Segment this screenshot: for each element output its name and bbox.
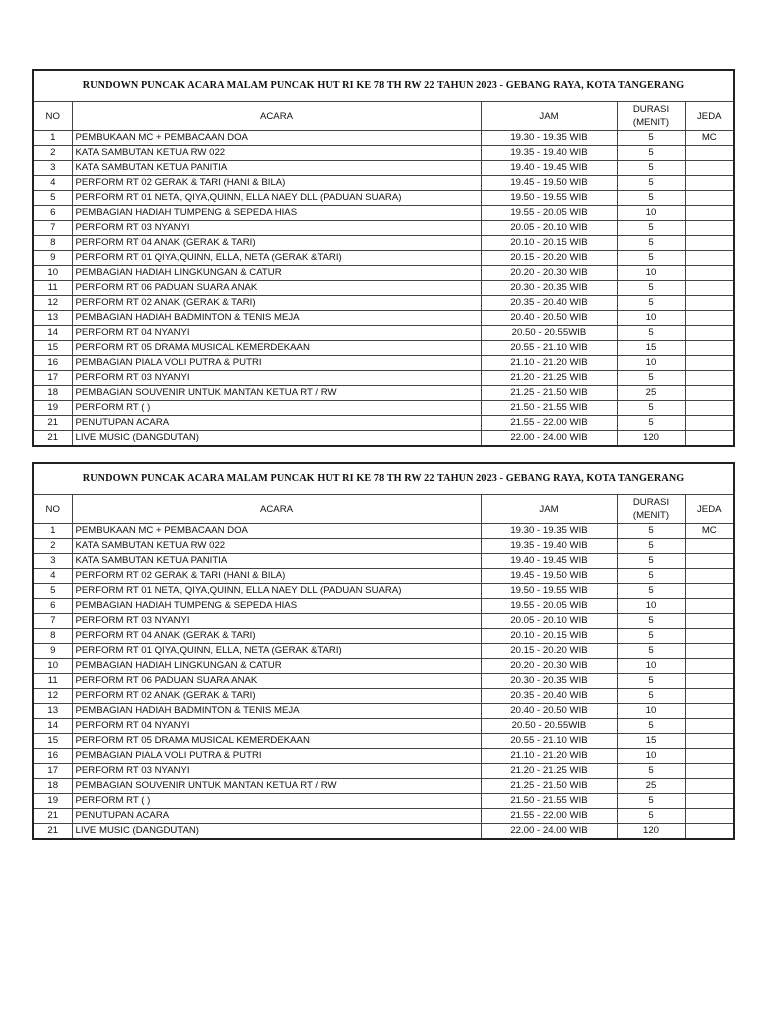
row-number: 6: [33, 206, 72, 221]
row-acara: KATA SAMBUTAN KETUA PANITIA: [72, 554, 481, 569]
row-jeda: [685, 644, 734, 659]
row-acara: PERFORM RT 05 DRAMA MUSICAL KEMERDEKAAN: [72, 734, 481, 749]
row-jam: 20.05 - 20.10 WIB: [481, 221, 617, 236]
row-acara: PERFORM RT 01 QIYA,QUINN, ELLA, NETA (GERAK &TARI): [72, 251, 481, 266]
row-number: 9: [33, 251, 72, 266]
row-acara: PERFORM RT 06 PADUAN SUARA ANAK: [72, 281, 481, 296]
row-acara: PEMBAGIAN HADIAH LINGKUNGAN & CATUR: [72, 659, 481, 674]
row-number: 15: [33, 734, 72, 749]
row-number: 14: [33, 326, 72, 341]
row-jeda: [685, 689, 734, 704]
row-jeda: [685, 266, 734, 281]
row-jeda: [685, 146, 734, 161]
row-durasi: 5: [617, 251, 685, 266]
row-acara: PERFORM RT 01 QIYA,QUINN, ELLA, NETA (GERAK &TARI): [72, 644, 481, 659]
row-jam: 19.35 - 19.40 WIB: [481, 539, 617, 554]
schedule-table: [32, 69, 735, 447]
row-acara: PERFORM RT ( ): [72, 401, 481, 416]
row-jeda: [685, 659, 734, 674]
row-acara: KATA SAMBUTAN KETUA RW 022: [72, 539, 481, 554]
row-jeda: [685, 794, 734, 809]
table-row: [33, 554, 734, 569]
header-durasi: DURASI (MENIT): [617, 102, 685, 131]
row-number: 13: [33, 704, 72, 719]
row-durasi: 15: [617, 734, 685, 749]
header-acara: ACARA: [72, 102, 481, 131]
row-number: 4: [33, 176, 72, 191]
row-number: 18: [33, 779, 72, 794]
row-jeda: [685, 674, 734, 689]
row-number: 7: [33, 614, 72, 629]
row-jeda: [685, 251, 734, 266]
row-jeda: [685, 281, 734, 296]
row-durasi: 5: [617, 236, 685, 251]
row-number: 8: [33, 629, 72, 644]
row-jam: 20.30 - 20.35 WIB: [481, 674, 617, 689]
row-number: 14: [33, 719, 72, 734]
row-number: 16: [33, 749, 72, 764]
row-jam: 20.50 - 20.55WIB: [481, 719, 617, 734]
row-acara: PERFORM RT 02 ANAK (GERAK & TARI): [72, 689, 481, 704]
table-body: [33, 524, 734, 840]
row-number: 21: [33, 809, 72, 824]
row-jam: 21.10 - 21.20 WIB: [481, 749, 617, 764]
row-jeda: [685, 764, 734, 779]
header-jeda: JEDA: [685, 495, 734, 524]
row-durasi: 10: [617, 749, 685, 764]
row-durasi: 5: [617, 719, 685, 734]
table-row: [33, 161, 734, 176]
row-jeda: [685, 584, 734, 599]
row-durasi: 25: [617, 386, 685, 401]
row-jam: 22.00 - 24.00 WIB: [481, 824, 617, 840]
table-row: [33, 401, 734, 416]
row-number: 10: [33, 266, 72, 281]
row-durasi: 5: [617, 629, 685, 644]
row-number: 5: [33, 191, 72, 206]
header-jeda: JEDA: [685, 102, 734, 131]
row-jeda: MC: [685, 524, 734, 539]
row-durasi: 5: [617, 326, 685, 341]
row-number: 16: [33, 356, 72, 371]
row-durasi: 5: [617, 281, 685, 296]
table-row: [33, 809, 734, 824]
row-acara: PEMBAGIAN HADIAH LINGKUNGAN & CATUR: [72, 266, 481, 281]
row-number: 17: [33, 371, 72, 386]
row-acara: PERFORM RT 03 NYANYI: [72, 764, 481, 779]
row-jeda: [685, 599, 734, 614]
row-jam: 19.35 - 19.40 WIB: [481, 146, 617, 161]
row-acara: KATA SAMBUTAN KETUA PANITIA: [72, 161, 481, 176]
row-durasi: 5: [617, 191, 685, 206]
row-jeda: [685, 779, 734, 794]
row-jeda: [685, 539, 734, 554]
row-acara: PEMBAGIAN SOUVENIR UNTUK MANTAN KETUA RT / RW: [72, 386, 481, 401]
rundown-table-1: [32, 69, 733, 447]
row-jeda: [685, 734, 734, 749]
row-number: 9: [33, 644, 72, 659]
row-jeda: [685, 176, 734, 191]
table-row: [33, 326, 734, 341]
row-acara: PEMBAGIAN SOUVENIR UNTUK MANTAN KETUA RT / RW: [72, 779, 481, 794]
row-acara: PERFORM RT 03 NYANYI: [72, 614, 481, 629]
row-jeda: [685, 749, 734, 764]
row-jeda: [685, 311, 734, 326]
row-durasi: 5: [617, 539, 685, 554]
table-row: [33, 191, 734, 206]
row-acara: LIVE MUSIC (DANGDUTAN): [72, 824, 481, 840]
row-number: 5: [33, 584, 72, 599]
row-number: 19: [33, 794, 72, 809]
row-durasi: 5: [617, 221, 685, 236]
row-jam: 21.55 - 22.00 WIB: [481, 809, 617, 824]
row-acara: PENUTUPAN ACARA: [72, 416, 481, 431]
row-acara: LIVE MUSIC (DANGDUTAN): [72, 431, 481, 447]
row-jam: 19.45 - 19.50 WIB: [481, 569, 617, 584]
table-row: [33, 221, 734, 236]
header-no: NO: [33, 495, 72, 524]
row-acara: PERFORM RT 02 GERAK & TARI (HANI & BILA): [72, 569, 481, 584]
row-durasi: 5: [617, 584, 685, 599]
table-row: [33, 584, 734, 599]
row-jeda: [685, 356, 734, 371]
row-number: 13: [33, 311, 72, 326]
row-jam: 21.20 - 21.25 WIB: [481, 371, 617, 386]
row-jeda: [685, 341, 734, 356]
table-row: [33, 356, 734, 371]
header-acara: ACARA: [72, 495, 481, 524]
row-jam: 21.50 - 21.55 WIB: [481, 794, 617, 809]
row-jam: 19.50 - 19.55 WIB: [481, 584, 617, 599]
row-number: 8: [33, 236, 72, 251]
row-jam: 21.20 - 21.25 WIB: [481, 764, 617, 779]
row-number: 12: [33, 296, 72, 311]
row-acara: PERFORM RT 03 NYANYI: [72, 371, 481, 386]
row-durasi: 120: [617, 431, 685, 447]
table-row: [33, 251, 734, 266]
table-row: [33, 794, 734, 809]
row-durasi: 10: [617, 311, 685, 326]
table-row: [33, 311, 734, 326]
row-jam: 19.30 - 19.35 WIB: [481, 131, 617, 146]
row-acara: PEMBAGIAN PIALA VOLI PUTRA & PUTRI: [72, 749, 481, 764]
table-row: [33, 704, 734, 719]
table-row: [33, 734, 734, 749]
row-number: 11: [33, 674, 72, 689]
row-jam: 20.15 - 20.20 WIB: [481, 251, 617, 266]
row-acara: PERFORM RT 04 NYANYI: [72, 719, 481, 734]
row-durasi: 5: [617, 764, 685, 779]
table-row: [33, 614, 734, 629]
row-jam: 20.55 - 21.10 WIB: [481, 341, 617, 356]
row-acara: PEMBAGIAN HADIAH BADMINTON & TENIS MEJA: [72, 704, 481, 719]
table-row: [33, 674, 734, 689]
header-jam: JAM: [481, 102, 617, 131]
row-durasi: 5: [617, 569, 685, 584]
table-row: [33, 524, 734, 539]
table-row: [33, 281, 734, 296]
row-jam: 20.20 - 20.30 WIB: [481, 659, 617, 674]
row-jeda: [685, 719, 734, 734]
row-jeda: [685, 296, 734, 311]
table-row: [33, 386, 734, 401]
schedule-table: [32, 462, 735, 840]
row-durasi: 10: [617, 266, 685, 281]
row-jeda: [685, 569, 734, 584]
row-durasi: 25: [617, 779, 685, 794]
table-row: [33, 431, 734, 447]
row-number: 3: [33, 554, 72, 569]
table-row: [33, 599, 734, 614]
row-durasi: 10: [617, 659, 685, 674]
row-jeda: [685, 236, 734, 251]
table-row: [33, 131, 734, 146]
row-number: 21: [33, 416, 72, 431]
row-jam: 21.10 - 21.20 WIB: [481, 356, 617, 371]
row-jam: 20.15 - 20.20 WIB: [481, 644, 617, 659]
row-number: 6: [33, 599, 72, 614]
row-acara: PEMBAGIAN HADIAH TUMPENG & SEPEDA HIAS: [72, 206, 481, 221]
row-jam: 19.55 - 20.05 WIB: [481, 206, 617, 221]
row-durasi: 5: [617, 644, 685, 659]
row-acara: KATA SAMBUTAN KETUA RW 022: [72, 146, 481, 161]
row-jeda: [685, 629, 734, 644]
row-jam: 20.40 - 20.50 WIB: [481, 704, 617, 719]
row-jeda: [685, 191, 734, 206]
row-jam: 20.30 - 20.35 WIB: [481, 281, 617, 296]
row-durasi: 10: [617, 599, 685, 614]
row-jeda: [685, 221, 734, 236]
row-jeda: [685, 824, 734, 840]
table-row: [33, 146, 734, 161]
row-jeda: [685, 704, 734, 719]
row-jeda: [685, 206, 734, 221]
rundown-table-2: [32, 462, 733, 840]
row-acara: PERFORM RT 02 ANAK (GERAK & TARI): [72, 296, 481, 311]
table-row: [33, 629, 734, 644]
row-jam: 20.05 - 20.10 WIB: [481, 614, 617, 629]
row-number: 1: [33, 524, 72, 539]
header-no: NO: [33, 102, 72, 131]
row-durasi: 5: [617, 401, 685, 416]
row-jam: 21.55 - 22.00 WIB: [481, 416, 617, 431]
row-number: 3: [33, 161, 72, 176]
header-durasi: DURASI (MENIT): [617, 495, 685, 524]
table-row: [33, 341, 734, 356]
row-jam: 20.20 - 20.30 WIB: [481, 266, 617, 281]
row-durasi: 5: [617, 161, 685, 176]
row-acara: PEMBAGIAN HADIAH TUMPENG & SEPEDA HIAS: [72, 599, 481, 614]
row-acara: PERFORM RT 03 NYANYI: [72, 221, 481, 236]
row-durasi: 5: [617, 176, 685, 191]
table-row: [33, 176, 734, 191]
row-number: 7: [33, 221, 72, 236]
row-jeda: [685, 386, 734, 401]
row-acara: PEMBUKAAN MC + PEMBACAAN DOA: [72, 524, 481, 539]
table-row: [33, 296, 734, 311]
row-jeda: [685, 326, 734, 341]
row-jeda: [685, 371, 734, 386]
row-acara: PERFORM RT 04 ANAK (GERAK & TARI): [72, 629, 481, 644]
row-number: 1: [33, 131, 72, 146]
row-number: 10: [33, 659, 72, 674]
table-body: [33, 131, 734, 447]
row-acara: PERFORM RT 04 ANAK (GERAK & TARI): [72, 236, 481, 251]
row-jam: 21.25 - 21.50 WIB: [481, 386, 617, 401]
row-durasi: 5: [617, 614, 685, 629]
row-number: 4: [33, 569, 72, 584]
row-jam: 19.40 - 19.45 WIB: [481, 554, 617, 569]
row-number: 12: [33, 689, 72, 704]
table-row: [33, 719, 734, 734]
row-acara: PEMBUKAAN MC + PEMBACAAN DOA: [72, 131, 481, 146]
header-jam: JAM: [481, 495, 617, 524]
row-jam: 20.40 - 20.50 WIB: [481, 311, 617, 326]
row-durasi: 5: [617, 524, 685, 539]
row-jeda: [685, 401, 734, 416]
table-row: [33, 824, 734, 840]
row-jam: 19.45 - 19.50 WIB: [481, 176, 617, 191]
table-row: [33, 371, 734, 386]
row-jeda: [685, 416, 734, 431]
row-acara: PERFORM RT ( ): [72, 794, 481, 809]
row-jam: 19.55 - 20.05 WIB: [481, 599, 617, 614]
row-jam: 20.50 - 20.55WIB: [481, 326, 617, 341]
row-jam: 21.25 - 21.50 WIB: [481, 779, 617, 794]
row-jeda: [685, 809, 734, 824]
table-row: [33, 659, 734, 674]
row-durasi: 10: [617, 704, 685, 719]
row-jam: 20.55 - 21.10 WIB: [481, 734, 617, 749]
row-durasi: 5: [617, 794, 685, 809]
row-number: 2: [33, 539, 72, 554]
row-number: 18: [33, 386, 72, 401]
row-jeda: [685, 161, 734, 176]
row-durasi: 10: [617, 206, 685, 221]
row-jam: 19.40 - 19.45 WIB: [481, 161, 617, 176]
row-number: 2: [33, 146, 72, 161]
table-row: [33, 266, 734, 281]
row-jam: 20.35 - 20.40 WIB: [481, 296, 617, 311]
row-acara: PERFORM RT 06 PADUAN SUARA ANAK: [72, 674, 481, 689]
row-jeda: [685, 614, 734, 629]
row-durasi: 5: [617, 371, 685, 386]
row-jam: 19.50 - 19.55 WIB: [481, 191, 617, 206]
row-durasi: 5: [617, 146, 685, 161]
row-jam: 22.00 - 24.00 WIB: [481, 431, 617, 447]
table-row: [33, 764, 734, 779]
row-acara: PERFORM RT 02 GERAK & TARI (HANI & BILA): [72, 176, 481, 191]
row-number: 17: [33, 764, 72, 779]
row-durasi: 10: [617, 356, 685, 371]
row-number: 21: [33, 824, 72, 840]
row-acara: PEMBAGIAN HADIAH BADMINTON & TENIS MEJA: [72, 311, 481, 326]
row-jam: 20.10 - 20.15 WIB: [481, 629, 617, 644]
row-jam: 21.50 - 21.55 WIB: [481, 401, 617, 416]
row-durasi: 5: [617, 689, 685, 704]
row-durasi: 5: [617, 416, 685, 431]
row-jeda: MC: [685, 131, 734, 146]
row-acara: PERFORM RT 04 NYANYI: [72, 326, 481, 341]
table-row: [33, 779, 734, 794]
row-durasi: 15: [617, 341, 685, 356]
table-row: [33, 416, 734, 431]
row-number: 19: [33, 401, 72, 416]
row-jeda: [685, 554, 734, 569]
row-durasi: 120: [617, 824, 685, 840]
row-number: 21: [33, 431, 72, 447]
table-row: [33, 644, 734, 659]
row-durasi: 5: [617, 809, 685, 824]
row-jam: 20.10 - 20.15 WIB: [481, 236, 617, 251]
table-row: [33, 539, 734, 554]
row-acara: PERFORM RT 05 DRAMA MUSICAL KEMERDEKAAN: [72, 341, 481, 356]
row-durasi: 5: [617, 131, 685, 146]
row-number: 11: [33, 281, 72, 296]
row-durasi: 5: [617, 674, 685, 689]
row-acara: PENUTUPAN ACARA: [72, 809, 481, 824]
table-row: [33, 749, 734, 764]
table-row: [33, 689, 734, 704]
row-acara: PERFORM RT 01 NETA, QIYA,QUINN, ELLA NAEY DLL (PADUAN SUARA): [72, 191, 481, 206]
table-row: [33, 569, 734, 584]
table-title: RUNDOWN PUNCAK ACARA MALAM PUNCAK HUT RI KE 78 TH RW 22 TAHUN 2023 - GEBANG RAYA, KOTA TANGERANG: [33, 463, 734, 495]
row-jeda: [685, 431, 734, 447]
row-acara: PERFORM RT 01 NETA, QIYA,QUINN, ELLA NAEY DLL (PADUAN SUARA): [72, 584, 481, 599]
row-durasi: 5: [617, 554, 685, 569]
table-title: RUNDOWN PUNCAK ACARA MALAM PUNCAK HUT RI KE 78 TH RW 22 TAHUN 2023 - GEBANG RAYA, KOTA TANGERANG: [33, 70, 734, 102]
row-number: 15: [33, 341, 72, 356]
row-acara: PEMBAGIAN PIALA VOLI PUTRA & PUTRI: [72, 356, 481, 371]
row-durasi: 5: [617, 296, 685, 311]
row-jam: 20.35 - 20.40 WIB: [481, 689, 617, 704]
row-jam: 19.30 - 19.35 WIB: [481, 524, 617, 539]
table-row: [33, 236, 734, 251]
table-row: [33, 206, 734, 221]
